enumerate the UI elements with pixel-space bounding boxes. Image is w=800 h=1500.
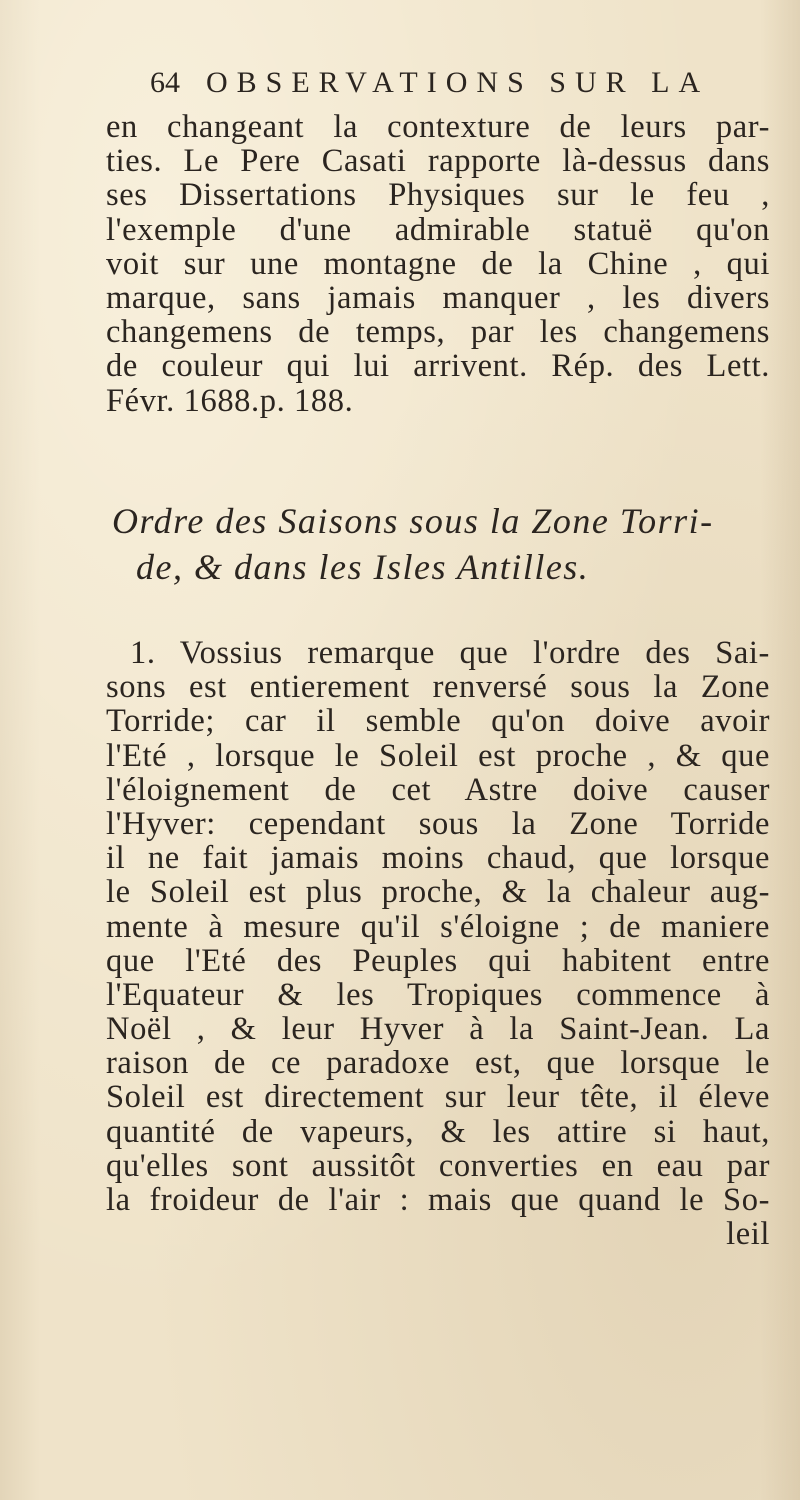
- text-line: qu'elles sont aussitôt converties en eau par: [106, 1147, 770, 1184]
- text-line: l'Hyver: cependant sous la Zone Torride: [106, 805, 770, 842]
- text-line: changemens de temps, par les changemens: [106, 314, 770, 351]
- catchword: leil: [726, 1216, 770, 1253]
- heading-line: Ordre des Saisons sous la Zone Torri-: [112, 501, 714, 541]
- text-line: la froideur de l'air : mais que quand le So-: [106, 1182, 770, 1218]
- paragraph-main: [106, 636, 770, 1251]
- text-line: sons est entierement renversé sous la Zone: [106, 669, 770, 706]
- running-head-title: OBSERVATIONS SUR LA: [206, 66, 710, 99]
- text-line: Torride; car il semble qu'on doive avoir: [106, 703, 770, 740]
- text-line: Soleil est directement sur leur tête, il éleve: [106, 1079, 770, 1116]
- text-line: quantité de vapeurs, & les attire si haut,: [106, 1113, 770, 1150]
- text-line: l'Eté , lorsque le Soleil est proche , & que: [106, 737, 770, 774]
- text-line: de couleur qui lui arrivent. Rép. des Lett.: [106, 348, 770, 385]
- text-line: 1. Vossius remarque que l'ordre des Sai-: [130, 635, 770, 671]
- text-line: mente à mesure qu'il s'éloigne ; de maniere: [106, 908, 770, 945]
- text-line: l'Equateur & les Tropiques commence à: [106, 976, 770, 1013]
- text-line: raison de ce paradoxe est, que lorsque le: [106, 1045, 770, 1082]
- running-head: [150, 66, 740, 110]
- paragraph-top: [106, 110, 770, 418]
- page-number: 64: [150, 66, 180, 99]
- text-line: ties. Le Pere Casati rapporte là-dessus dans: [106, 143, 770, 180]
- text-line: ses Dissertations Physiques sur le feu ,: [106, 177, 770, 214]
- text-line: l'exemple d'une admirable statuë qu'on: [106, 211, 770, 248]
- section-heading: [112, 498, 772, 590]
- text-line: il ne fait jamais moins chaud, que lorsque: [106, 840, 770, 877]
- heading-line: de, & dans les Isles Antilles.: [136, 547, 590, 587]
- text-line: le Soleil est plus proche, & la chaleur aug-: [106, 874, 770, 911]
- text-line: marque, sans jamais manquer , les divers: [106, 279, 770, 316]
- text-line: que l'Eté des Peuples qui habitent entre: [106, 942, 770, 979]
- text-line: Noël , & leur Hyver à la Saint-Jean. La: [106, 1011, 770, 1048]
- text-line: Févr. 1688.p. 188.: [106, 382, 354, 419]
- text-line: voit sur une montagne de la Chine , qui: [106, 245, 770, 282]
- text-line: en changeant la contexture de leurs par-: [106, 109, 770, 145]
- text-line: l'éloignement de cet Astre doive causer: [106, 771, 770, 808]
